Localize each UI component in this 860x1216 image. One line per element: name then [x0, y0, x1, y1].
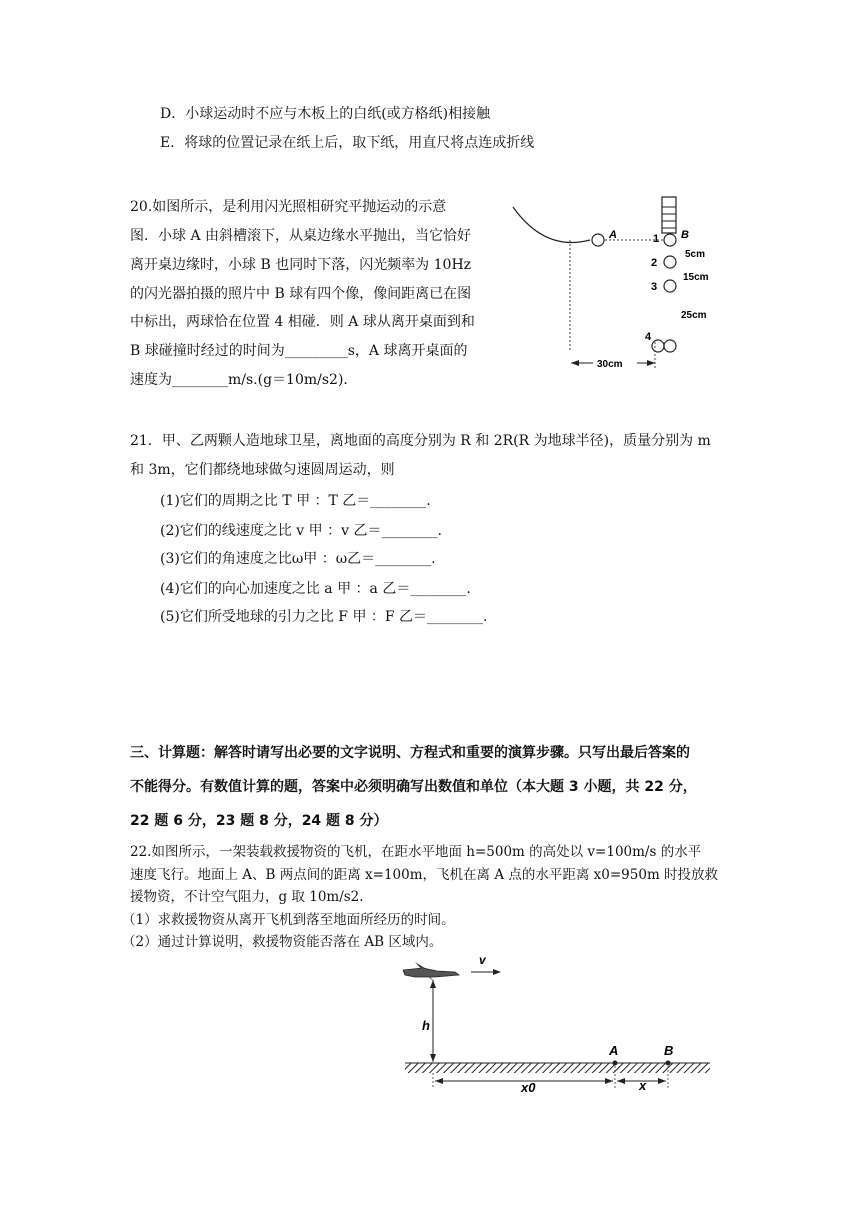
pos-3: 3	[651, 281, 658, 293]
q22-line: 援物资，不计空气阻力，g 取 10m/s2.	[130, 889, 364, 905]
label-x0: x0	[521, 1080, 536, 1095]
q20-figure	[505, 192, 725, 382]
q21-item: (4)它们的向心加速度之比 a 甲 ：a 乙＝________.	[160, 581, 471, 597]
option-d: D．小球运动时不应与木板上的白纸(或方格纸)相接触	[160, 106, 491, 122]
pos-1: 1	[653, 233, 660, 245]
point-b	[666, 1061, 671, 1066]
label-a: A	[609, 229, 617, 241]
section-3-line: 三、计算题：解答时请写出必要的文字说明、方程式和重要的演算步骤。只写出最后答案的	[130, 745, 690, 761]
q20-line: 图．小球 A 由斜槽滚下，从桌边缘水平抛出，当它恰好	[130, 228, 472, 244]
label-v: v	[479, 953, 486, 967]
q21-item: (2)它们的线速度之比 v 甲 ：v 乙＝________.	[160, 523, 442, 539]
q22-line: 22.如图所示，一架装载救援物资的飞机，在距水平地面 h=500m 的高处以 v=100m/s 的水平	[130, 844, 702, 860]
dist-15cm: 15cm	[683, 272, 709, 283]
label-x: x	[639, 1078, 647, 1093]
q22-part: （2）通过计算说明，救援物资能否落在 AB 区域内。	[122, 934, 443, 950]
ball-b-4	[664, 340, 676, 352]
ball-b-3	[664, 280, 676, 292]
slope-curve	[513, 207, 590, 243]
q20-line: B 球碰撞时经过的时间为_________s，A 球离开桌面的	[130, 343, 468, 359]
ball-a-4	[652, 340, 664, 352]
label-a: A	[609, 1043, 619, 1058]
q20-line: 速度为________m/s.(g＝10m/s2)．	[130, 372, 358, 388]
label-b: B	[664, 1043, 674, 1058]
section-3-line: 不能得分。有数值计算的题，答案中必须明确写出数值和单位（本大题 3 小题，共 22 分，	[130, 779, 697, 795]
label-h: h	[422, 1018, 430, 1033]
q20-line: 的闪光器拍摄的照片中 B 球有四个像，像间距离已在图	[130, 286, 472, 302]
q20-line: 离开桌边缘时，小球 B 也同时下落，闪光频率为 10Hz	[130, 257, 472, 273]
q21-line: 和 3m，它们都绕地球做匀速圆周运动，则	[130, 462, 395, 478]
ball-a	[592, 234, 604, 246]
dist-25cm: 25cm	[681, 310, 707, 321]
q20-line: 中标出，两球恰在位置 4 相碰．则 A 球从离开桌面到和	[130, 314, 475, 330]
q21-line: 21．甲、乙两颗人造地球卫星，离地面的高度分别为 R 和 2R(R 为地球半径)，质量分别为 m	[130, 433, 711, 449]
point-a	[613, 1061, 618, 1066]
ball-b-2	[664, 256, 676, 268]
airplane-icon	[403, 962, 459, 982]
option-e: E．将球的位置记录在纸上后，取下纸，用直尺将点连成折线	[160, 135, 535, 151]
q20-line: 20.如图所示，是利用闪光照相研究平抛运动的示意	[130, 199, 447, 215]
q21-item: (3)它们的角速度之比ω甲 ：ω乙＝________.	[160, 551, 436, 567]
section-3-line: 22 题 6 分，23 题 8 分，24 题 8 分）	[130, 813, 388, 829]
pos-4: 4	[645, 331, 652, 343]
ground	[405, 1063, 710, 1073]
q21-item: (5)它们所受地球的引力之比 F 甲 ：F 乙＝________.	[160, 609, 488, 625]
dist-30cm: 30cm	[597, 359, 623, 370]
q22-part: （1）求救援物资从离开飞机到落至地面所经历的时间。	[122, 912, 455, 928]
pos-2: 2	[651, 257, 658, 269]
label-b: B	[681, 229, 689, 241]
q22-figure	[375, 950, 715, 1110]
dist-5cm: 5cm	[685, 249, 706, 260]
q22-line: 速度飞行。地面上 A、B 两点间的距离 x=100m，飞机在离 A 点的水平距离 x0=950m 时投放救	[130, 867, 719, 883]
ball-b-1	[664, 234, 676, 246]
q21-item: (1)它们的周期之比 T 甲 ：T 乙＝________.	[160, 493, 431, 509]
